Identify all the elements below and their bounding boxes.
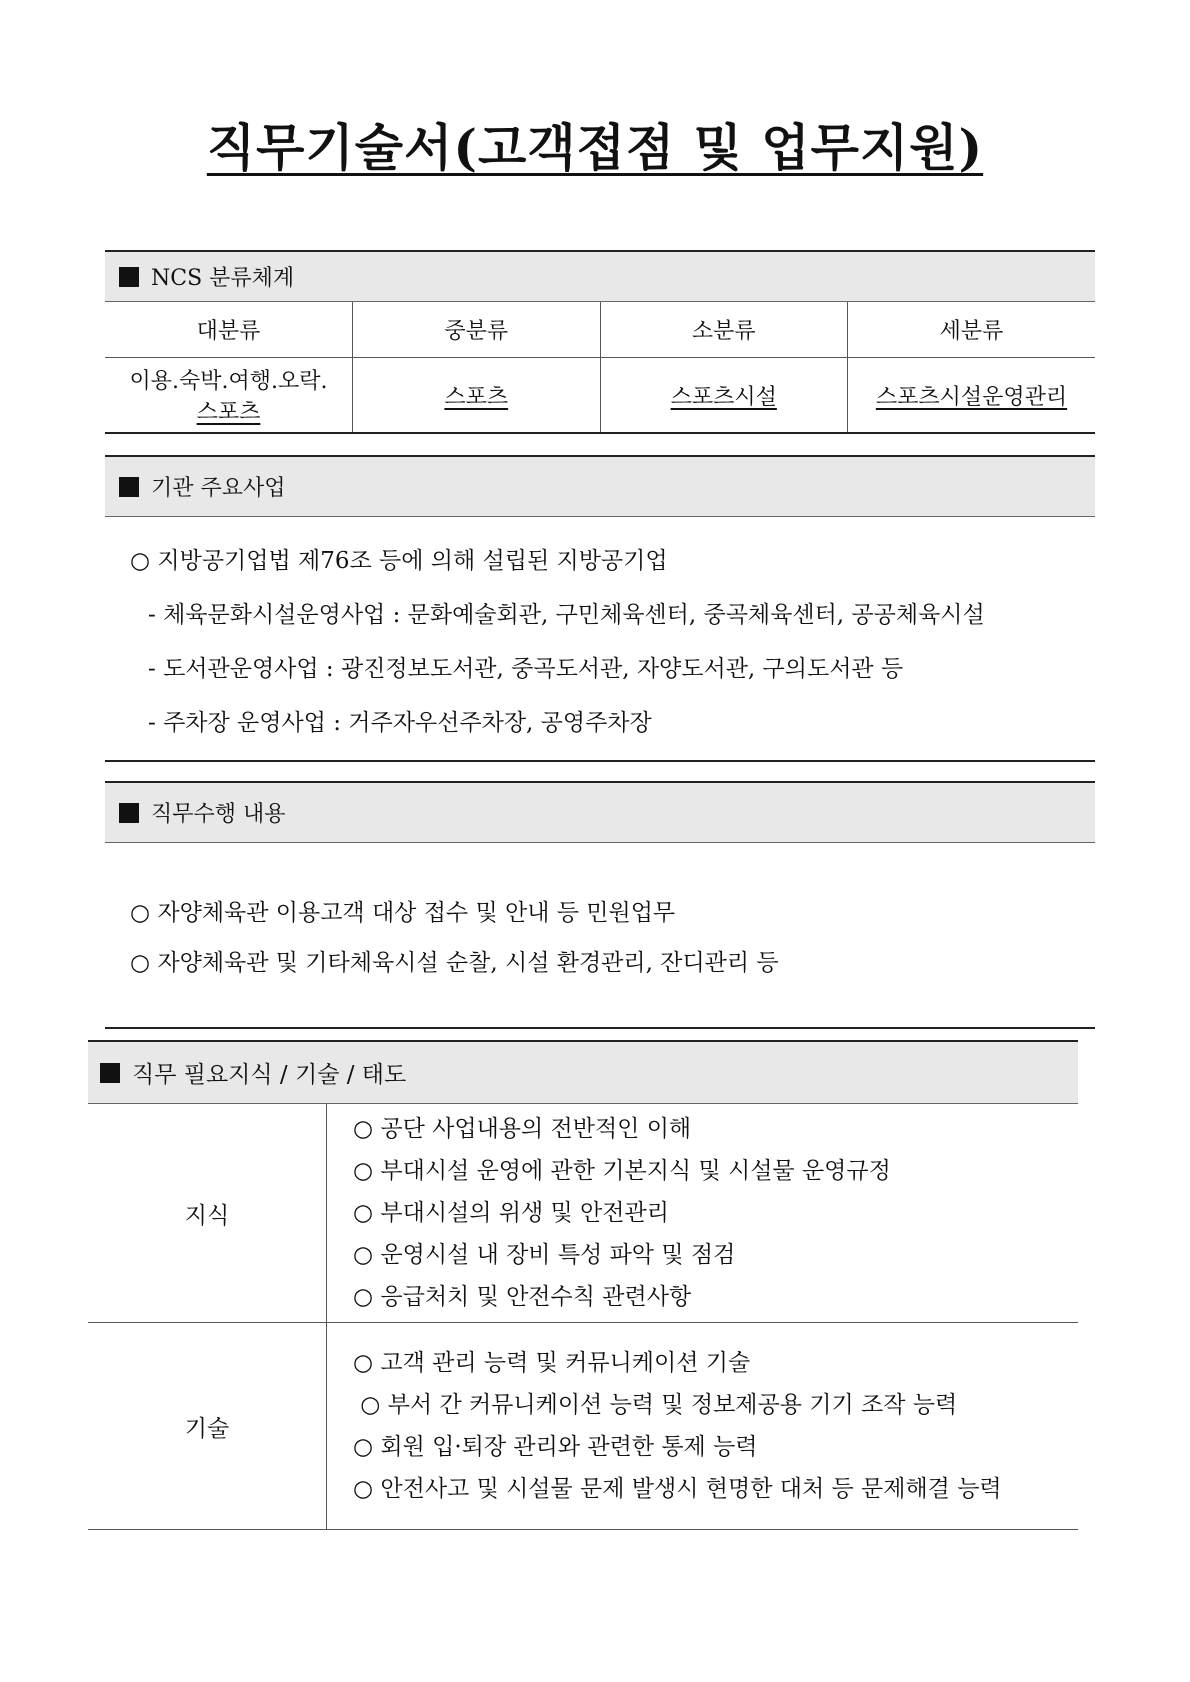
ncs-col-middle: 중분류: [353, 302, 601, 358]
knowledge-item: ○ 공단 사업내용의 전반적인 이해: [353, 1116, 692, 1142]
duty-section-header: [105, 781, 1095, 843]
duty-item: ○ 자양체육관 이용고객 대상 접수 및 안내 등 민원업무: [130, 900, 676, 926]
business-item: - 체육문화시설운영사업 : 문화예술회관, 구민체육센터, 중곡체육센터, 공공체육시설: [148, 602, 985, 628]
knowledge-label: 지식: [88, 1104, 327, 1323]
square-bullet-icon: [100, 1063, 120, 1083]
skill-item: ○ 안전사고 및 시설물 문제 발생시 현명한 대처 등 문제해결 능력: [353, 1476, 1002, 1502]
ksa-table: [88, 1104, 1078, 1530]
ncs-major-line1: 이용.숙박.여행.오락.: [129, 369, 328, 394]
skill-item: ○ 회원 입·퇴장 관리와 관련한 통제 능력: [353, 1434, 758, 1460]
ncs-table: [105, 302, 1095, 434]
square-bullet-icon: [119, 803, 139, 823]
knowledge-items: [327, 1104, 1079, 1323]
ncs-major-value: [105, 358, 353, 434]
duty-item: ○ 자양체육관 및 기타체육시설 순찰, 시설 환경관리, 잔디관리 등: [130, 950, 779, 976]
business-intro: ○ 지방공기업법 제76조 등에 의해 설립된 지방공기업: [130, 548, 668, 574]
ncs-header-label: NCS 분류체계: [151, 266, 295, 291]
business-section-header: [105, 455, 1095, 517]
skill-label: 기술: [88, 1323, 327, 1530]
ncs-col-minor: 소분류: [600, 302, 848, 358]
ncs-col-major: 대분류: [105, 302, 353, 358]
ncs-section-header: [105, 250, 1095, 302]
ncs-header-row: [105, 302, 1095, 358]
skill-item: ○ 부서 간 커뮤니케이션 능력 및 정보제공용 기기 조작 능력: [353, 1392, 958, 1418]
ncs-major-line2: 스포츠: [196, 400, 261, 425]
section-divider: [105, 1027, 1095, 1029]
square-bullet-icon: [119, 267, 139, 287]
page-title: 직무기술서(고객접점 및 업무지원): [206, 118, 984, 177]
ncs-minor-value: 스포츠시설: [600, 358, 848, 434]
knowledge-row: [88, 1104, 1078, 1323]
knowledge-item: ○ 부대시설의 위생 및 안전관리: [353, 1200, 669, 1226]
ncs-value-row: [105, 358, 1095, 434]
knowledge-item: ○ 부대시설 운영에 관한 기본지식 및 시설물 운영규정: [353, 1158, 891, 1184]
business-item: - 도서관운영사업 : 광진정보도서관, 중곡도서관, 자양도서관, 구의도서관 등: [148, 656, 904, 682]
square-bullet-icon: [119, 477, 139, 497]
business-item: - 주차장 운영사업 : 거주자우선주차장, 공영주차장: [148, 710, 652, 736]
knowledge-item: ○ 응급처치 및 안전수칙 관련사항: [353, 1284, 692, 1310]
ksa-section-header: [88, 1040, 1078, 1104]
business-header-label: 기관 주요사업: [151, 476, 286, 501]
skill-items: [327, 1323, 1079, 1530]
ksa-header-label: 직무 필요지식 / 기술 / 태도: [132, 1062, 407, 1088]
skill-row: [88, 1323, 1078, 1530]
knowledge-item: ○ 운영시설 내 장비 특성 파악 및 점검: [353, 1242, 736, 1268]
duty-header-label: 직무수행 내용: [151, 802, 286, 827]
ncs-col-detail: 세분류: [848, 302, 1096, 358]
ncs-detail-value: 스포츠시설운영관리: [848, 358, 1096, 434]
ncs-middle-value: 스포츠: [353, 358, 601, 434]
skill-item: ○ 고객 관리 능력 및 커뮤니케이션 기술: [353, 1350, 751, 1376]
section-divider: [105, 760, 1095, 762]
